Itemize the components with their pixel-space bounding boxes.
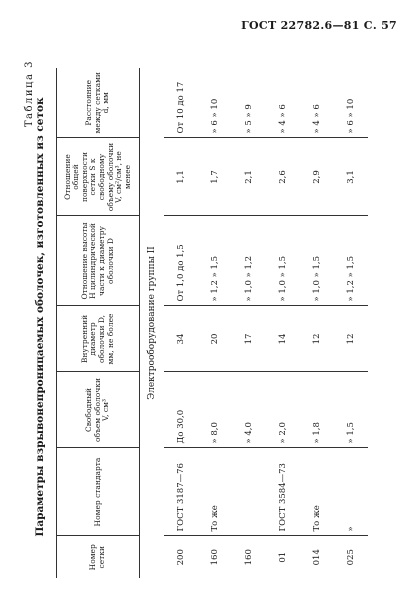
cell-surface-ratio: 2,1 (232, 138, 266, 216)
col-height-ratio: Отношение высоты H цилиндрической части к диаметру оболочки D (57, 216, 140, 306)
cell-surface-ratio: 1,1 (164, 138, 198, 216)
group-label: Электрооборудование группы II (147, 246, 157, 400)
cell-height-ratio: » 1,2 » 1,5 (198, 216, 232, 306)
cell-volume: » 1,5 (334, 372, 368, 448)
page-header: ГОСТ 22782.6—81 С. 57 (241, 19, 397, 32)
cell-standard (232, 448, 266, 536)
cell-diameter: 17 (232, 306, 266, 372)
cell-height-ratio: » 1,2 » 1,5 (334, 216, 368, 306)
cell-diameter: 34 (164, 306, 198, 372)
cell-mesh: 160 (244, 549, 254, 566)
cell-diameter: 12 (300, 306, 334, 372)
cell-surface-ratio: 2,9 (300, 138, 334, 216)
cell-height-ratio: От 1,0 до 1,5 (164, 216, 198, 306)
col-free-volume: Свободный объем оболочки V, см³ (57, 372, 140, 448)
cell-distance: » 6 » 10 (198, 68, 232, 138)
col-inner-diameter: Внутренний диаметр оболочки D, мм, не более (57, 306, 140, 372)
cell-distance: » 5 » 9 (232, 68, 266, 138)
cell-distance: » 4 » 6 (300, 68, 334, 138)
col-surface-ratio: Отношение общей поверхности сетки S к свободному объему оболочки V, см²/см³, не менее (57, 138, 140, 216)
table-row (164, 68, 198, 578)
group-row (140, 68, 165, 578)
cell-diameter: 12 (334, 306, 368, 372)
cell-volume: До 30,0 (164, 372, 198, 448)
col-standard-number: Номер стандарта (57, 448, 140, 536)
col-mesh-distance: Расстояние между сетками d, мм (57, 68, 140, 138)
cell-mesh: 025 (346, 549, 356, 566)
cell-mesh: 014 (312, 549, 322, 566)
table-title: Параметры взрывонепроницаемых оболочек, изготовленных из сеток (34, 97, 46, 537)
cell-standard: ГОСТ 3187—76 (164, 448, 198, 536)
cell-volume: » 4,0 (232, 372, 266, 448)
table-row (334, 68, 368, 578)
cell-height-ratio: » 1,0 » 1,5 (266, 216, 300, 306)
cell-standard: То же (300, 448, 334, 536)
header-row (57, 68, 140, 578)
cell-mesh: 200 (176, 549, 186, 566)
table-row (300, 68, 334, 578)
cell-mesh: 01 (278, 551, 288, 563)
table-row (198, 68, 232, 578)
cell-mesh: 160 (210, 549, 220, 566)
cell-volume: » 1,8 (300, 372, 334, 448)
cell-standard: ГОСТ 3584—73 (266, 448, 300, 536)
cell-surface-ratio: 2,6 (266, 138, 300, 216)
cell-surface-ratio: 1,7 (198, 138, 232, 216)
parameters-table (56, 68, 368, 578)
table-label: Таблица 3 (24, 60, 35, 128)
cell-distance: » 4 » 6 (266, 68, 300, 138)
table-row (232, 68, 266, 578)
cell-volume: » 2,0 (266, 372, 300, 448)
cell-diameter: 20 (198, 306, 232, 372)
cell-diameter: 14 (266, 306, 300, 372)
table-row (266, 68, 300, 578)
cell-height-ratio: » 1,0 » 1,2 (232, 216, 266, 306)
rotated-table-page (20, 56, 405, 586)
cell-distance: От 10 до 17 (164, 68, 198, 138)
cell-volume: » 8,0 (198, 372, 232, 448)
col-mesh-number: Номер сетки (57, 536, 140, 578)
cell-standard: То же (198, 448, 232, 536)
cell-surface-ratio: 3,1 (334, 138, 368, 216)
cell-distance: » 6 » 10 (334, 68, 368, 138)
cell-height-ratio: » 1,0 » 1,5 (300, 216, 334, 306)
cell-standard: » (334, 448, 368, 536)
